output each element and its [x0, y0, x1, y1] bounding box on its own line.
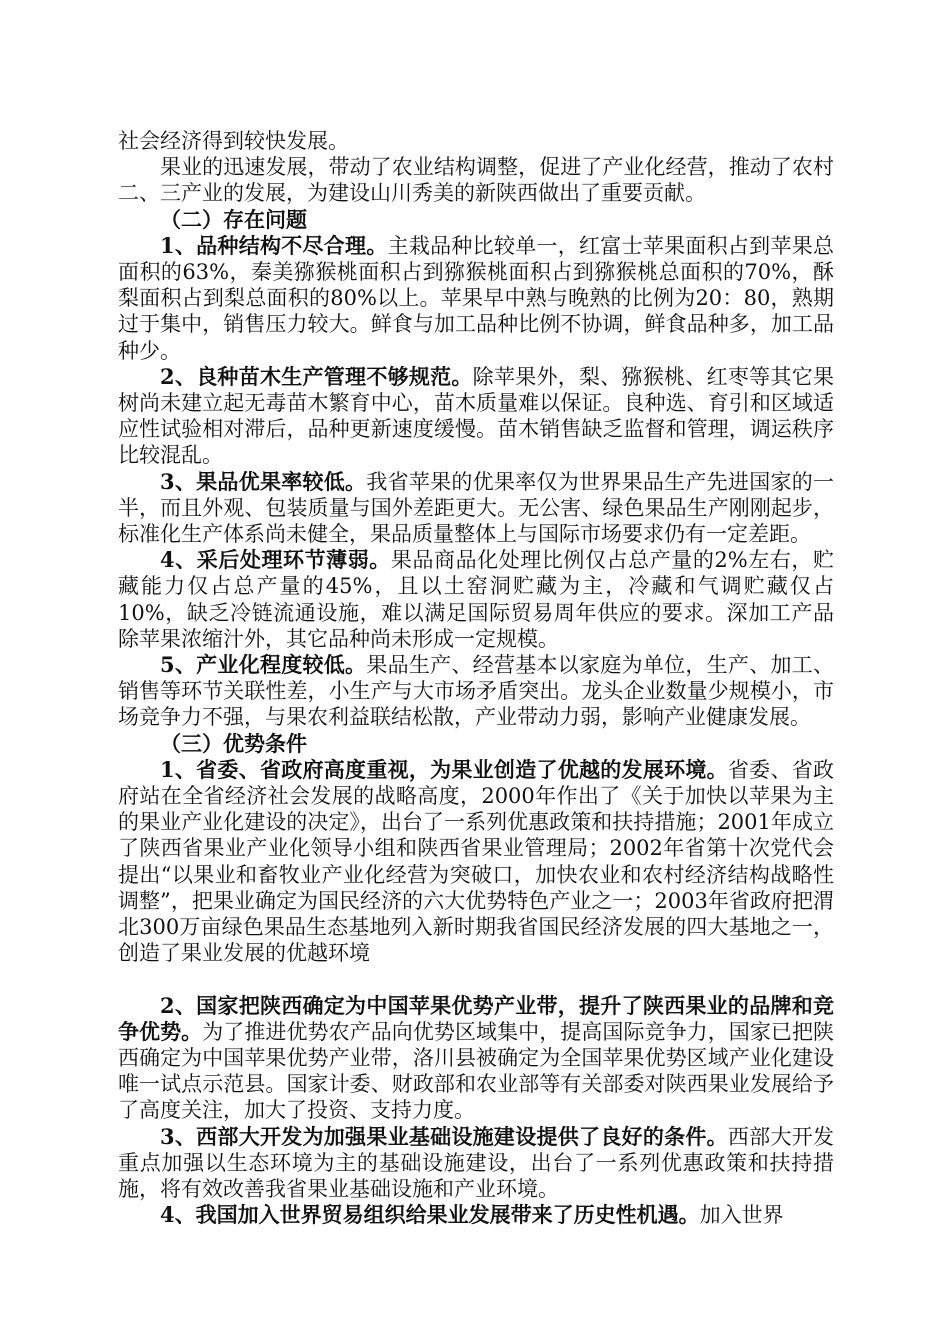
advantage-item-1 — [118, 757, 834, 967]
section-heading-advantages: （三）优势条件 — [160, 730, 307, 756]
problem-item-1 — [118, 233, 834, 364]
problem-item-5 — [118, 652, 834, 731]
item-body: 除苹果外，梨、猕猴桃、红枣等其它果树尚未建立起无毒苗木繁育中心，苗木质量难以保证。良种选、育引和区域适应性试验相对滞后，品种更新速度缓慢。苗木销售缺乏监督和管理，调运秩序比较混乱。 — [118, 364, 834, 468]
document-page — [118, 128, 834, 1228]
item-title: 2、良种苗木生产管理不够规范。 — [160, 363, 473, 389]
advantage-item-4 — [118, 1202, 834, 1228]
item-title: 3、西部大开发为加强果业基础设施建设提供了良好的条件。 — [160, 1123, 728, 1149]
problem-item-3 — [118, 469, 834, 548]
item-body: 西部大开发重点加强以生态环境为主的基础设施建设，出台了一系列优惠政策和扶持措施，将有效改善我省果业基础设施和产业环境。 — [118, 1124, 834, 1201]
item-title: 1、省委、省政府高度重视，为果业创造了优越的发展环境。 — [160, 756, 728, 782]
paragraph-intro-summary: 果业的迅速发展，带动了农业结构调整，促进了产业化经营，推动了农村二、三产业的发展，为建设山川秀美的新陕西做出了重要贡献。 — [118, 155, 834, 206]
item-body: 主栽品种比较单一，红富士苹果面积占到苹果总面积的63%，秦美猕猴桃面积占到猕猴桃面积占到猕猴桃总面积的70%，酥梨面积占到梨总面积的80%以上。苹果早中熟与晚熟的比例为20：80，熟期过于集中，销售压力较大。鲜食与加工品种比例不协调，鲜食品种多，加工品种少。 — [118, 233, 834, 363]
item-body: 为了推进优势农产品向优势区域集中，提高国际竞争力，国家已把陕西确定为中国苹果优势产业带，洛川县被确定为全国苹果优势区域产业化建设唯一试点示范县。国家计委、财政部和农业部等有关部委对陕西果业发展给予了高度关注，加大了投资、支持力度。 — [118, 1019, 835, 1123]
item-body: 果品商品化处理比例仅占总产量的2%左右，贮藏能力仅占总产量的45%，且以土窑洞贮藏为主，冷藏和气调贮藏仅占10%，缺乏冷链流通设施，难以满足国际贸易周年供应的要求。深加工产品除苹果浓缩汁外，其它品种尚未形成一定规模。 — [118, 548, 834, 651]
item-title: 4、采后处理环节薄弱。 — [160, 547, 391, 573]
item-title: 5、产业化程度较低。 — [160, 652, 367, 678]
item-body: 果品生产、经营基本以家庭为单位，生产、加工、销售等环节关联性差，小生产与大市场矛盾突出。龙头企业数量少规模小，市场竞争力不强，与果农利益联结松散，产业带动力弱，影响产业健康发展。 — [118, 653, 834, 730]
paragraph-intro-continuation: 社会经济得到较快发展。 — [118, 129, 349, 153]
item-title: 2、国家把陕西确定为中国苹果优势产业带，提升了陕西果业的品牌和竞争优势。 — [118, 992, 834, 1044]
problem-item-4 — [118, 547, 834, 652]
advantage-item-2 — [118, 993, 834, 1124]
section-heading-problems: （二）存在问题 — [160, 206, 307, 232]
paragraph-gap — [118, 967, 834, 993]
item-body: 省委、省政府站在全省经济社会发展的战略高度，2000年作出了《关于加快以苹果为主的果业产业化建设的决定》，出台了一系列优惠政策和扶持措施；2001年成立了陕西省果业产业化领导小组和陕西省果业管理局；2002年省第十次党代会提出“以果业和畜牧业产业化经营为突破口，加快农业和农村经济结构战略性调整”，把果业确定为国民经济的六大优势特色产业之一；2003年省政府把渭北300万亩绿色果品生态基地列入新时期我省国民经济发展的四大基地之一，创造了果业发展的优越环境 — [118, 757, 834, 966]
item-body: 加入世界 — [699, 1203, 784, 1228]
advantage-item-3 — [118, 1124, 834, 1203]
problem-item-2 — [118, 364, 834, 469]
item-title: 1、品种结构不尽合理。 — [160, 232, 388, 258]
item-title: 3、果品优果率较低。 — [160, 468, 367, 494]
item-title: 4、我国加入世界贸易组织给果业发展带来了历史性机遇。 — [160, 1202, 700, 1228]
item-body: 我省苹果的优果率仅为世界果品生产先进国家的一半，而且外观、包装质量与国外差距更大。无公害、绿色果品生产刚刚起步，标准化生产体系尚未健全，果品质量整体上与国际市场要求仍有一定差距。 — [118, 469, 834, 547]
